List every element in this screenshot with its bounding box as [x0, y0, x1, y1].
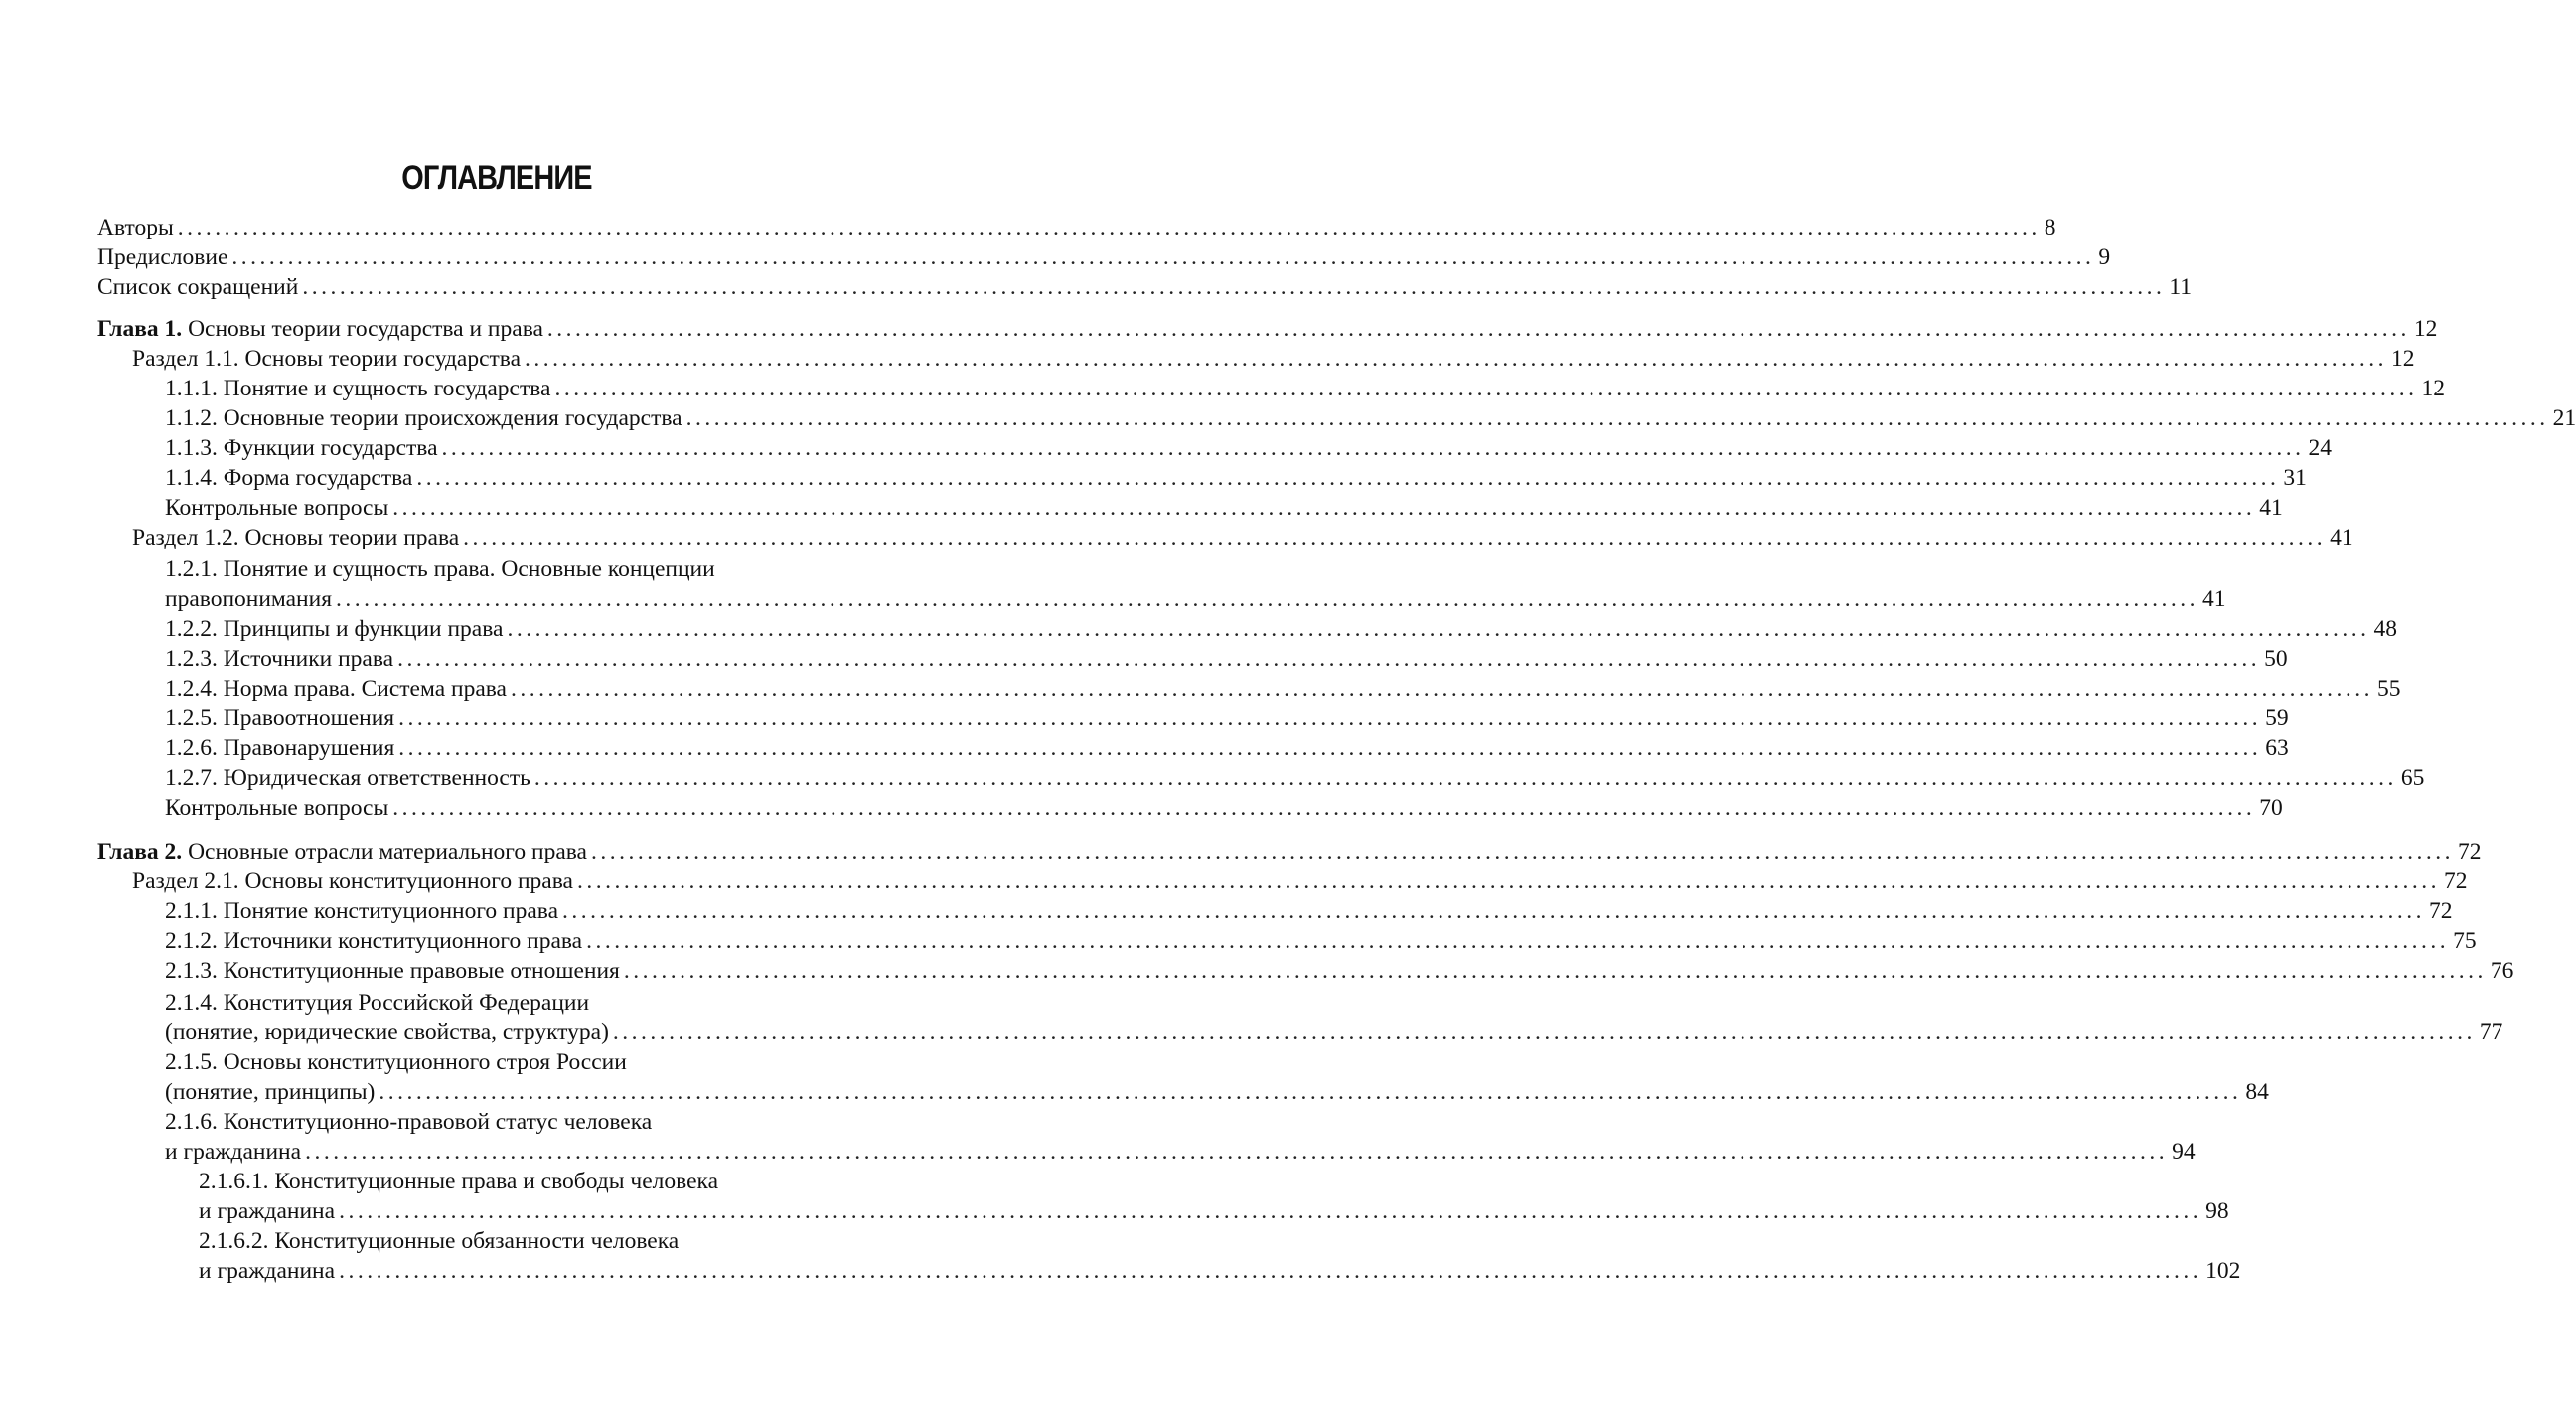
toc-entry-page-number: 72: [2429, 898, 2453, 924]
toc-entry-label: 2.1.4. Конституция Российской Федерации: [165, 990, 590, 1016]
toc-entry-label: Глава 1. Основы теории государства и права: [97, 316, 543, 342]
toc-entry-label: (понятие, юридические свойства, структура): [165, 1019, 609, 1045]
toc-entry-page-number: 55: [2376, 676, 2401, 702]
toc-entry-page-number: 9: [2098, 244, 2111, 270]
dot-leader: ........................................................................................................................................................................................................: [231, 244, 2095, 270]
dot-leader: ........................................................................................................................................................................................................: [339, 1258, 2202, 1284]
toc-entry: [97, 272, 2192, 302]
toc-entry-label: 2.1.6.2. Конституционные обязанности человека: [199, 1228, 680, 1254]
toc-entry-label: 1.1.3. Функции государства: [165, 435, 438, 461]
toc-entry-page-number: 102: [2205, 1258, 2241, 1284]
toc-entry: [165, 988, 589, 1018]
toc-entry-page-number: 76: [2490, 958, 2514, 984]
toc-entry-label: Предисловие: [97, 244, 228, 270]
toc-entry: [165, 1107, 652, 1137]
toc-entry-label: правопонимания: [165, 586, 333, 612]
dot-leader: ........................................................................................................................................................................................................: [392, 495, 2256, 521]
dot-leader: ........................................................................................................................................................................................................: [463, 525, 2327, 550]
toc-entry-page-number: 12: [2413, 316, 2438, 342]
toc-entry: [165, 926, 2477, 956]
toc-entry-page-number: 98: [2205, 1198, 2229, 1224]
toc-entry: [97, 314, 2438, 344]
toc-entry-page-number: 72: [2457, 839, 2482, 864]
toc-entry-label: 2.1.6. Конституционно-правовой статус человека: [165, 1109, 653, 1135]
toc-entry-label: 2.1.1. Понятие конституционного права: [165, 898, 559, 924]
dot-leader: ........................................................................................................................................................................................................: [685, 405, 2549, 431]
dot-leader: ........................................................................................................................................................................................................: [590, 839, 2454, 864]
dot-leader: ........................................................................................................................................................................................................: [398, 706, 2262, 731]
dot-leader: ........................................................................................................................................................................................................: [525, 346, 2388, 372]
toc-entry: [165, 704, 2289, 733]
toc-entry-page-number: 31: [2283, 465, 2307, 491]
toc-entry-label: Раздел 1.2. Основы теории права: [132, 525, 460, 550]
toc-entry-page-number: 77: [2479, 1019, 2503, 1045]
dot-leader: ........................................................................................................................................................................................................: [623, 958, 2487, 984]
dot-leader: ........................................................................................................................................................................................................: [546, 316, 2410, 342]
toc-entry-label: 1.2.3. Источники права: [165, 646, 394, 672]
toc-entry-label: (понятие, принципы): [165, 1079, 376, 1105]
toc-entry-page-number: 63: [2265, 735, 2289, 761]
toc-entry-page-number: 59: [2265, 706, 2289, 731]
dot-leader: ........................................................................................................................................................................................................: [379, 1079, 2242, 1105]
toc-entry-page-number: 48: [2373, 616, 2397, 642]
toc-entry: [165, 463, 2307, 493]
toc-entry-page-number: 75: [2453, 928, 2477, 954]
toc-entry-page-number: 11: [2169, 274, 2192, 300]
toc-entry-page-number: 41: [2330, 525, 2353, 550]
toc-entry-page-number: 70: [2259, 795, 2283, 821]
toc-entry-label: 1.2.1. Понятие и сущность права. Основные концепции: [165, 556, 715, 582]
toc-entry-label: 1.2.7. Юридическая ответственность: [165, 765, 530, 791]
toc-entry-page-number: 50: [2264, 646, 2288, 672]
dot-leader: ........................................................................................................................................................................................................: [177, 215, 2041, 240]
dot-leader: ........................................................................................................................................................................................................: [392, 795, 2256, 821]
toc-entry: [97, 213, 2056, 242]
dot-leader: ........................................................................................................................................................................................................: [612, 1019, 2476, 1045]
toc-entry: [165, 1077, 2269, 1107]
toc-entry: [165, 644, 2288, 674]
toc-entry: [165, 614, 2397, 644]
toc-entry-label: 2.1.5. Основы конституционного строя России: [165, 1049, 627, 1075]
toc-entry-page-number: 41: [2259, 495, 2283, 521]
toc-entry: [132, 866, 2468, 896]
dot-leader: ........................................................................................................................................................................................................: [441, 435, 2305, 461]
toc-entry: [132, 344, 2415, 374]
toc-entry-label: 1.2.4. Норма права. Система права: [165, 676, 507, 702]
toc-entry-label: и гражданина: [199, 1198, 336, 1224]
toc-entry-label: 2.1.3. Конституционные правовые отношения: [165, 958, 620, 984]
toc-entry: [165, 793, 2283, 823]
toc-entry-label: 1.2.2. Принципы и функции права: [165, 616, 504, 642]
toc-entry-page-number: 8: [2044, 215, 2056, 240]
toc-entry: [132, 523, 2353, 552]
toc-entry-page-number: 41: [2202, 586, 2226, 612]
dot-leader: ........................................................................................................................................................................................................: [507, 616, 2370, 642]
dot-leader: ........................................................................................................................................................................................................: [305, 1139, 2169, 1165]
toc-entry-label: 2.1.2. Источники конституционного права: [165, 928, 583, 954]
toc-entry: [97, 242, 2111, 272]
toc-entry: [165, 403, 2576, 433]
toc-entry: [165, 433, 2332, 463]
dot-leader: ........................................................................................................................................................................................................: [562, 898, 2426, 924]
toc-entry: [165, 493, 2283, 523]
toc-entry: [199, 1256, 2241, 1286]
toc-entry-page-number: 12: [2391, 346, 2415, 372]
toc-entry: [165, 1047, 627, 1077]
toc-entry-label: 1.2.5. Правоотношения: [165, 706, 395, 731]
toc-entry-label: 1.1.1. Понятие и сущность государства: [165, 376, 551, 401]
toc-entry: [165, 733, 2289, 763]
toc-entry: [165, 763, 2425, 793]
page-title: ОГЛАВЛЕНИЕ: [401, 159, 592, 197]
toc-entry-label: Раздел 2.1. Основы конституционного права: [132, 868, 573, 894]
dot-leader: ........................................................................................................................................................................................................: [398, 735, 2262, 761]
toc-entry-page-number: 72: [2443, 868, 2468, 894]
toc-entry-page-number: 94: [2172, 1139, 2196, 1165]
toc-entry: [165, 554, 715, 584]
chapter-number: Глава 1.: [97, 316, 183, 342]
toc-entry-label: 1.1.4. Форма государства: [165, 465, 413, 491]
toc-entry: [97, 837, 2482, 866]
toc-entry-label: 1.2.6. Правонарушения: [165, 735, 395, 761]
dot-leader: ........................................................................................................................................................................................................: [339, 1198, 2202, 1224]
toc-entry: [165, 674, 2401, 704]
toc-entry-page-number: 12: [2421, 376, 2445, 401]
dot-leader: ........................................................................................................................................................................................................: [397, 646, 2261, 672]
toc-entry: [165, 1018, 2503, 1047]
chapter-number: Глава 2.: [97, 839, 183, 864]
dot-leader: ........................................................................................................................................................................................................: [533, 765, 2397, 791]
toc-entry-label: Авторы: [97, 215, 174, 240]
dot-leader: ........................................................................................................................................................................................................: [586, 928, 2450, 954]
toc-entry-label: Контрольные вопросы: [165, 795, 389, 821]
toc-entry: [165, 1137, 2196, 1167]
toc-entry-page-number: 24: [2308, 435, 2332, 461]
toc-entry-page-number: 21: [2552, 405, 2576, 431]
toc-entry-label: и гражданина: [199, 1258, 336, 1284]
dot-leader: ........................................................................................................................................................................................................: [576, 868, 2440, 894]
toc-entry: [165, 896, 2453, 926]
toc-entry: [199, 1196, 2229, 1226]
toc-entry: [199, 1167, 718, 1196]
dot-leader: ........................................................................................................................................................................................................: [510, 676, 2373, 702]
toc-entry-label: 1.1.2. Основные теории происхождения государства: [165, 405, 682, 431]
toc-entry: [165, 584, 2226, 614]
toc-entry-label: Контрольные вопросы: [165, 495, 389, 521]
toc-entry-label: Раздел 1.1. Основы теории государства: [132, 346, 522, 372]
toc-entry-page-number: 84: [2245, 1079, 2269, 1105]
toc-entry: [165, 374, 2445, 403]
toc-entry: [199, 1226, 679, 1256]
dot-leader: ........................................................................................................................................................................................................: [416, 465, 2280, 491]
toc-entry-label: и гражданина: [165, 1139, 302, 1165]
toc-entry-page-number: 65: [2400, 765, 2425, 791]
toc-entry-label: Список сокращений: [97, 274, 299, 300]
toc-entry-label: 2.1.6.1. Конституционные права и свободы человека: [199, 1169, 719, 1194]
dot-leader: ........................................................................................................................................................................................................: [554, 376, 2418, 401]
toc-entry-label: Глава 2. Основные отрасли материального права: [97, 839, 587, 864]
dot-leader: ........................................................................................................................................................................................................: [336, 586, 2199, 612]
dot-leader: ........................................................................................................................................................................................................: [302, 274, 2166, 300]
toc-entry: [165, 956, 2514, 986]
